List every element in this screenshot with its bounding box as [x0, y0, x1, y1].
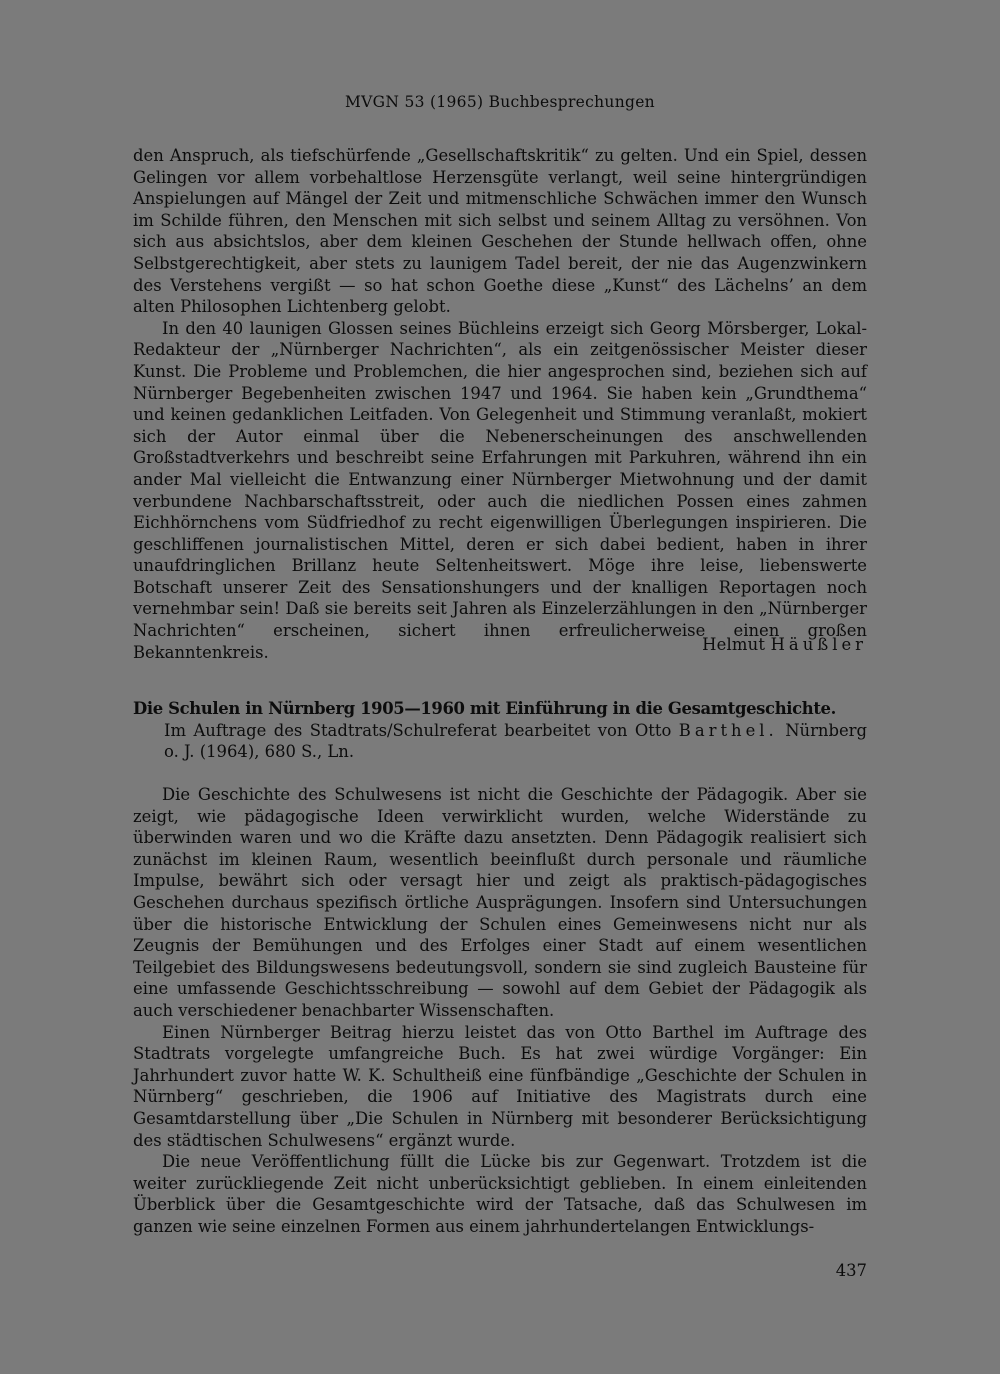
book-bibliographic-info [133, 720, 867, 763]
paragraph: den Anspruch, als tiefschürfende „Gesellschaftskritik“ zu gelten. Und ein Spiel, dessen Gelingen vor allem vorbehaltlose Herzensgüte verlangt, weil seine hintergründigen Anspielungen auf Mängel der Zeit und mitmenschliche Schwächen immer den Wunsch im Schilde führen, den Menschen mit sich selbst und seinem Alltag zu versöhnen. Von sich aus absichtslos, aber dem kleinen Geschehen der Stunde hellwach offen, ohne Selbstgerechtigkeit, aber stets zu launigem Tadel bereit, der nie das Augenzwinkern des Verstehens vergißt — so hat schon Goethe diese „Kunst“ des Lächelns’ an dem alten Philosophen Lichtenberg gelobt. [133, 146, 867, 317]
paragraph: In den 40 launigen Glossen seines Büchleins erzeigt sich Georg Mörsberger, Lokal-Redakteur der „Nürnberger Nachrichten“, als ein zeitgenössischer Meister dieser Kunst. Die Probleme und Problemchen, die hier angesprochen sind, beziehen sich auf Nürnberger Begebenheiten zwischen 1947 und 1964. Sie haben kein „Grundthema“ und keinen gedanklichen Leitfaden. Von Gelegenheit und Stimmung veranlaßt, mokiert sich der Autor einmal über die Nebenerscheinungen des anschwellenden Großstadtverkehrs und beschreibt seine Erfahrungen mit Parkuhren, während ihn ein ander Mal vielleicht die Entwanzung einer Nürnberger Mietwohnung und der damit verbundene Nachbarschaftsstreit, oder auch die niedlichen Possen eines zahmen Eichhörnchens vom Südfriedhof zu recht eigenwilligen Überlegungen inspirieren. Die geschliffenen journalistischen Mittel, deren er sich dabei bedient, haben in ihrer unaufdringlichen Brillanz heute Seltenheitswert. Möge ihre leise, liebenswerte Botschaft unserer Zeit des Sensationshungers und der knalligen Reportagen noch vernehmbar sein! Daß sie bereits seit Jahren als Einzelerzählungen in den „Nürnberger Nachrichten“ erscheinen, sichert ihnen erfreulicherweise einen großen Bekanntenkreis. [133, 318, 867, 662]
paragraph: Die Geschichte des Schulwesens ist nicht die Geschichte der Pädagogik. Aber sie zeigt, wie pädagogische Ideen verwirklicht wurden, welche Widerstände zu überwinden waren und wo die Kräfte dazu ansetzten. Denn Pädagogik realisiert sich zunächst im kleinen Raum, wesentlich beeinflußt durch personale und räumliche Impulse, bewährt sich oder versagt hier und zeigt als praktisch-pädagogisches Geschehen durchaus spezifisch örtliche Ausprägungen. Insofern sind Untersuchungen über die historische Entwicklung der Schulen eines Gemeinwesens nicht nur als Zeugnis der Bemühungen und des Erfolges einer Stadt auf einem wesentlichen Teilgebiet des Bildungswesens bedeutungsvoll, sondern sie sind zugleich Bausteine für eine umfassende Geschichtsschreibung — sowohl auf dem Gebiet der Pädagogik als auch verschiedener benachbarter Wissenschaften. [133, 785, 867, 1020]
book-title: Die Schulen in Nürnberg 1905—1960 mit Einführung in die Gesamtgeschichte. [133, 699, 836, 718]
review-body [133, 784, 867, 1237]
paragraph: Die neue Veröffentlichung füllt die Lücke bis zur Gegenwart. Trotzdem ist die weiter zurückliegende Zeit nicht unberücksichtigt geblieben. In einem einleitenden Überblick über die Gesamtgeschichte wird der Tatsache, daß das Schulwesen im ganzen wie seine einzelnen Formen aus einem jahrhundertelangen Entwicklungs- [133, 1152, 867, 1236]
page-number: 437 [835, 1261, 867, 1280]
reviewer-last-name: Häußler [770, 635, 867, 654]
running-header: MVGN 53 (1965) Buchbesprechungen [345, 93, 655, 111]
review-continuation [133, 145, 867, 663]
reviewer-signature [133, 634, 867, 656]
book-entry [133, 698, 867, 763]
book-meta-text: Nürnberg o. J. (1964), 680 S., Ln. [164, 720, 867, 762]
book-meta-text: Im Auftrage des Stadtrats/Schulreferat bearbeitet von Otto [164, 720, 672, 740]
reviewer-first-name: Helmut [702, 635, 766, 654]
author-name: Barthel. [678, 720, 778, 740]
paragraph: Einen Nürnberger Beitrag hierzu leistet das von Otto Barthel im Auftrage des Stadtrats vorgelegte umfangreiche Buch. Es hat zwei würdige Vorgänger: Ein Jahrhundert zuvor hatte W. K. Schultheiß eine fünfbändige „Geschichte der Schulen in Nürnberg“ geschrieben, die 1906 auf Initiative des Magistrats durch eine Gesamtdarstellung über „Die Schulen in Nürnberg mit besonderer Berücksichtigung des städtischen Schulwesens“ ergänzt wurde. [133, 1022, 867, 1150]
